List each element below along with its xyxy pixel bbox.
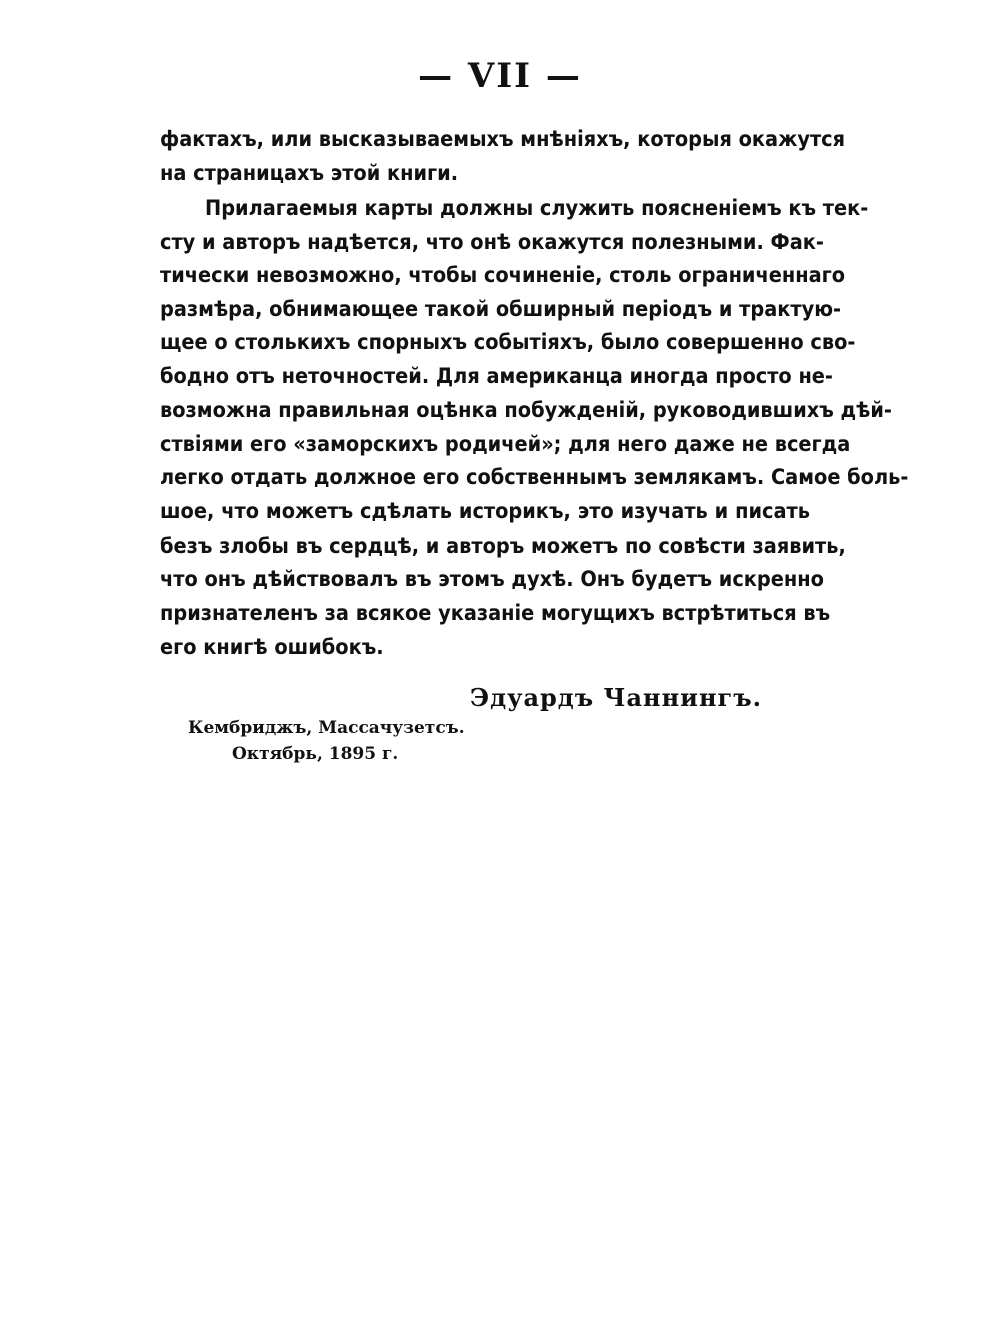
text-line: щее о столькихъ спорныхъ событіяхъ, было совершенно сво- (160, 330, 856, 355)
text-line: на страницахъ этой книги. (160, 161, 459, 186)
text-line: Прилагаемыя карты должны служить поясненіемъ къ тек- (205, 196, 869, 221)
text-line: тически невозможно, чтобы сочиненіе, столь ограниченнаго (160, 263, 846, 288)
text-line: легко отдать должное его собственнымъ землякамъ. Самое боль- (160, 465, 909, 490)
date-line: Октябрь, 1895 г. (232, 744, 399, 764)
text-line: признателенъ за всякое указаніе могущихъ встрѣтиться въ (160, 601, 831, 626)
text-line: размѣра, обнимающее такой обширный періодъ и трактую- (160, 297, 842, 322)
author-signature: Эдуардъ Чаннингъ. (470, 683, 762, 712)
text-line: шое, что можетъ сдѣлать историкъ, это изучать и писать (160, 499, 810, 524)
text-line: его книгѣ ошибокъ. (160, 635, 384, 660)
text-line: сту и авторъ надѣется, что онѣ окажутся полезными. Фак- (160, 230, 824, 255)
text-line: безъ злобы въ сердцѣ, и авторъ можетъ по совѣсти заявить, (160, 534, 846, 559)
text-line: бодно отъ неточностей. Для американца иногда просто не- (160, 364, 833, 389)
text-line: возможна правильная оцѣнка побужденій, руководившихъ дѣй- (160, 398, 892, 423)
place-line: Кембриджъ, Массачузетсъ. (188, 718, 465, 738)
page-number: — VII — (418, 56, 582, 96)
text-line: что онъ дѣйствовалъ въ этомъ духѣ. Онъ будетъ искренно (160, 567, 824, 592)
text-line: ствіями его «заморскихъ родичей»; для него даже не всегда (160, 432, 851, 457)
text-line: фактахъ, или высказываемыхъ мнѣніяхъ, которыя окажутся (160, 127, 846, 152)
